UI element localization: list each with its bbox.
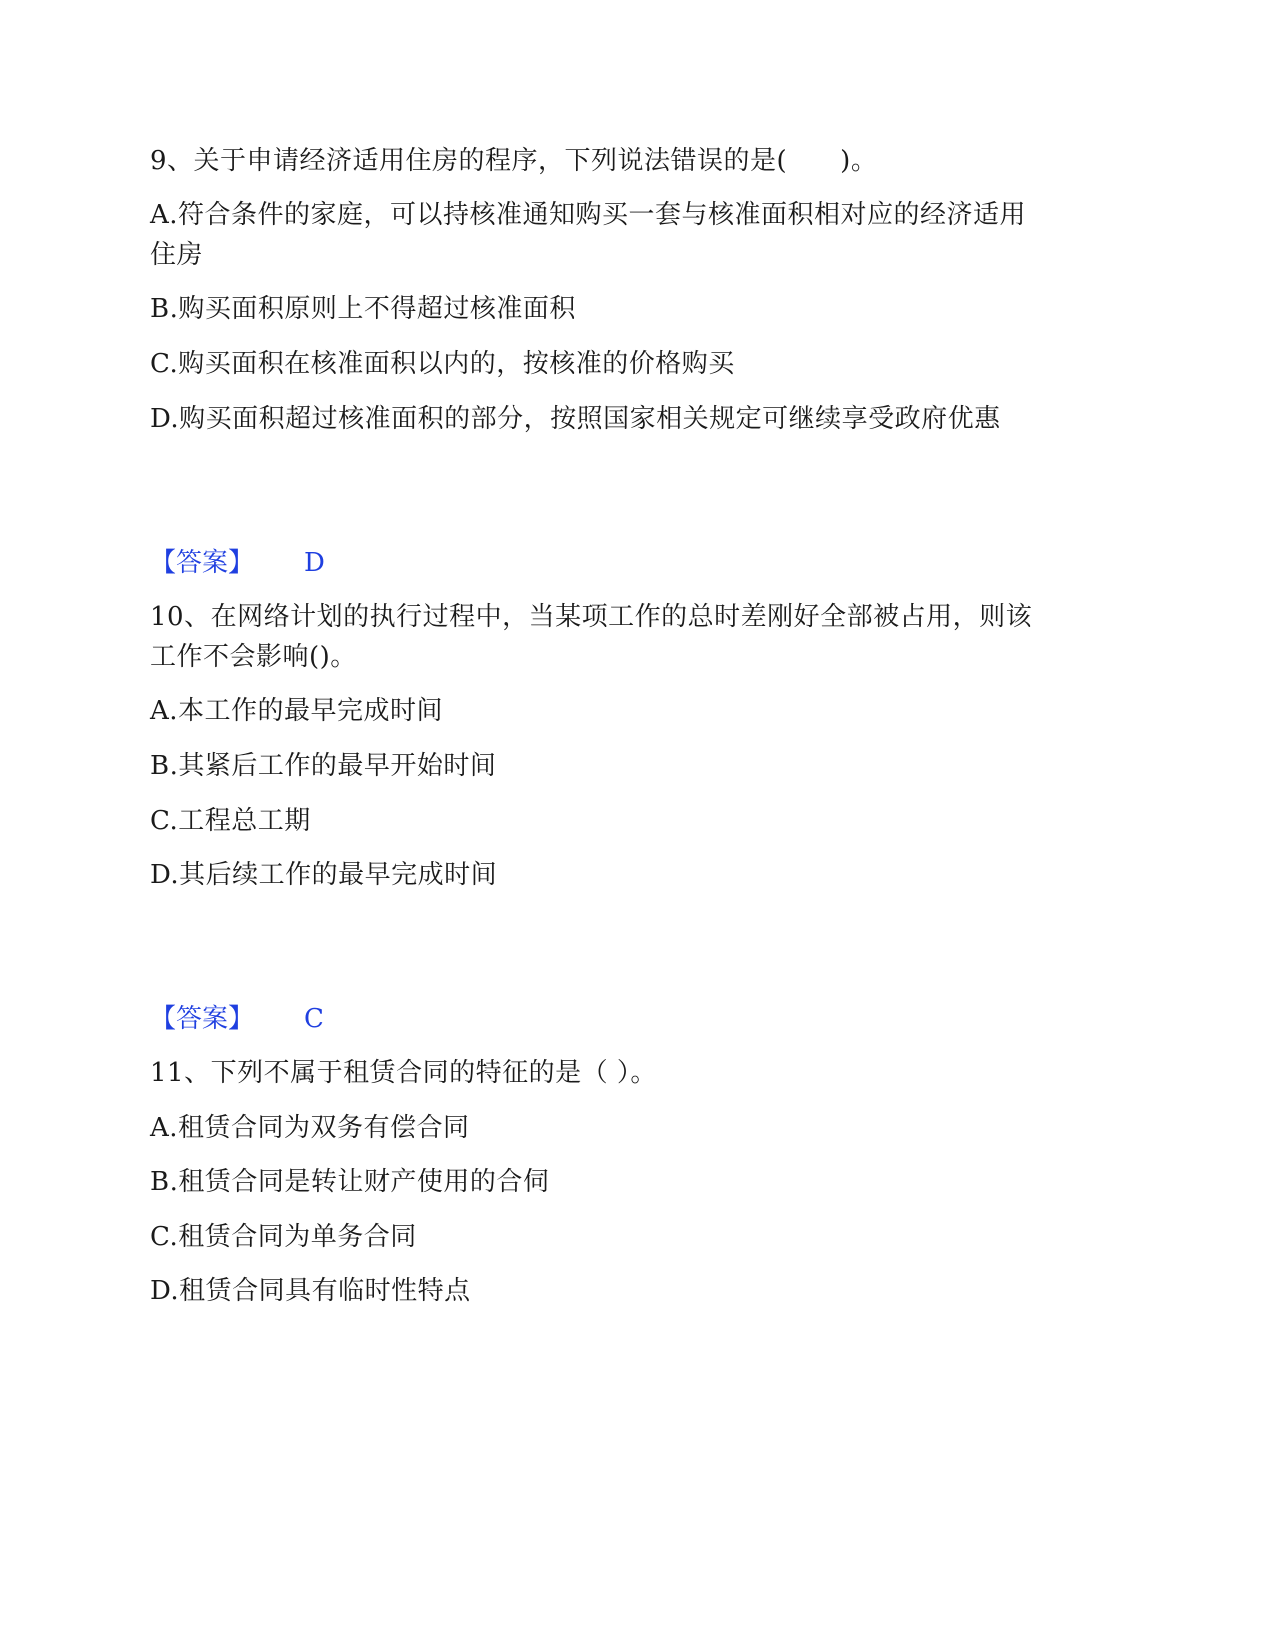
question-9-answer — [150, 542, 325, 584]
question-10-stem-cont: 工作不会影响()。 — [150, 642, 357, 672]
answer-value: D — [304, 548, 325, 578]
question-10-option-c: C.工程总工期 — [150, 806, 311, 836]
question-11-option-b: B.租赁合同是转让财产使用的合伺 — [150, 1167, 550, 1197]
answer-label: 【答案】 — [150, 1004, 255, 1034]
question-10-option-d: D.其后续工作的最早完成时间 — [150, 860, 498, 890]
question-9-stem: 9、关于申请经济适用住房的程序，下列说法错误的是( )。 — [150, 146, 878, 176]
question-9-option-c: C.购买面积在核准面积以内的，按核准的价格购买 — [150, 349, 735, 379]
question-10-answer — [150, 998, 324, 1040]
question-10-stem: 10、在网络计划的执行过程中，当某项工作的总时差刚好全部被占用，则该 — [150, 602, 1033, 632]
question-9-option-a: A.符合条件的家庭，可以持核准通知购买一套与核准面积相对应的经济适用 — [150, 200, 1027, 230]
answer-value: C — [304, 1004, 324, 1034]
question-11-option-a: A.租赁合同为双务有偿合同 — [150, 1113, 470, 1143]
question-9-option-d: D.购买面积超过核准面积的部分，按照国家相关规定可继续享受政府优惠 — [150, 404, 1001, 434]
question-9-option-b: B.购买面积原则上不得超过核准面积 — [150, 294, 576, 324]
question-11-stem: 11、下列不属于租赁合同的特征的是（ ）。 — [150, 1058, 657, 1088]
question-10-option-a: A.本工作的最早完成时间 — [150, 696, 444, 726]
answer-label: 【答案】 — [150, 548, 255, 578]
question-10-option-b: B.其紧后工作的最早开始时间 — [150, 751, 497, 781]
question-9-option-a-cont: 住房 — [150, 240, 204, 270]
question-11-option-d: D.租赁合同具有临时性特点 — [150, 1276, 471, 1306]
question-11-option-c: C.租赁合同为单务合同 — [150, 1222, 417, 1252]
